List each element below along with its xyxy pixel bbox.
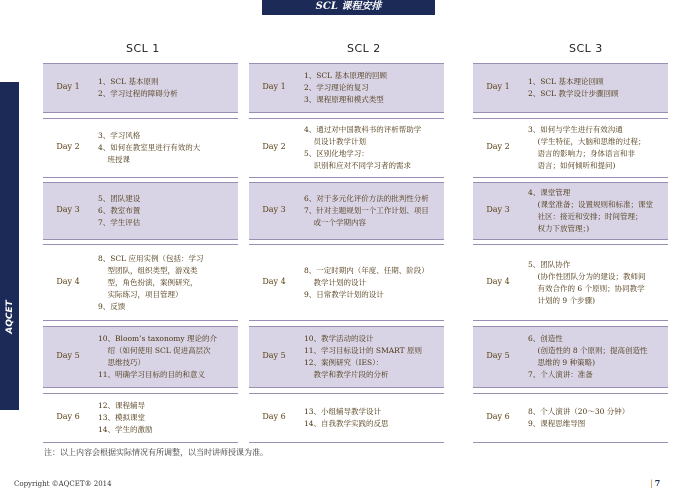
- day-label: Day 3: [486, 205, 510, 214]
- day-label: Day 2: [262, 142, 286, 151]
- item-line: 4、课堂管理: [528, 188, 571, 197]
- day-row: [473, 182, 668, 240]
- item-line: 12、案例研究（IES）：: [304, 358, 384, 367]
- item-line: 6、创造性: [528, 334, 563, 343]
- day-label: Day 6: [486, 412, 510, 421]
- day-label: Day 5: [56, 351, 80, 360]
- day-items: [304, 70, 440, 106]
- day-label: Day 3: [262, 205, 286, 214]
- item-line: 14、自我教学实践的反思: [304, 419, 389, 428]
- day-row: [249, 393, 444, 443]
- day-label: Day 4: [486, 276, 510, 286]
- day-row: [249, 244, 444, 321]
- day-row: [473, 244, 668, 321]
- item-line: 4、通过对中国教科书的评析帮助学: [304, 125, 422, 134]
- column-heading: SCL 1: [126, 42, 160, 55]
- item-line: 10、教学活动的设计: [304, 334, 374, 343]
- item-line: 型，角色扮演，案例研究，: [98, 277, 198, 287]
- item-line: 教学计划的设计: [304, 277, 367, 287]
- item-line: 语言的影响力；身体语言和非: [528, 149, 636, 158]
- item-line: 3、学习风格: [98, 131, 141, 140]
- item-line: (协作性团队分为的建设；教师间: [528, 271, 646, 281]
- item-line: 型团队，组织类型，游戏类: [98, 265, 198, 275]
- day-row: [249, 118, 444, 178]
- day-items: [98, 130, 234, 166]
- item-line: 14、学生的激励: [98, 425, 153, 434]
- column-heading: SCL 3: [569, 42, 603, 55]
- day-items: [528, 187, 664, 235]
- item-line: 9、课程思维导图: [528, 419, 586, 428]
- column-heading: SCL 2: [347, 42, 381, 55]
- item-line: 思维的 9 种策略): [528, 358, 596, 367]
- item-line: 实际练习，项目管理）: [98, 289, 183, 299]
- day-items: [304, 193, 440, 229]
- item-line: 9、日常教学计划的设计: [304, 289, 384, 299]
- day-items: [304, 333, 440, 381]
- day-row: [473, 63, 668, 113]
- item-line: 1、SCL 基本原理的回顾: [304, 71, 388, 80]
- item-line: 计划的 9 个步骤): [528, 295, 596, 305]
- day-row: [249, 182, 444, 240]
- day-label: Day 2: [486, 142, 510, 151]
- day-row: [43, 326, 238, 388]
- item-line: 或一个学期内容: [304, 218, 367, 227]
- item-line: 4、如何在教室里进行有效的大: [98, 143, 201, 152]
- day-label: Day 6: [262, 412, 286, 421]
- day-label: Day 1: [56, 82, 80, 91]
- day-label: Day 5: [486, 351, 510, 360]
- item-line: 1、SCL 基本原则: [98, 77, 159, 86]
- item-line: 2、学习理论的复习: [304, 83, 369, 92]
- day-row: [473, 393, 668, 443]
- day-label: Day 4: [262, 276, 286, 286]
- day-row: [43, 182, 238, 240]
- item-line: 13、模拟课堂: [98, 413, 146, 422]
- item-line: 思维技巧）: [98, 358, 146, 367]
- day-label: Day 6: [56, 412, 80, 421]
- item-line: 语言；如何倾听和提问): [528, 161, 616, 170]
- day-items: [528, 76, 664, 100]
- item-line: 6、对于多元化评价方法的批判性分析: [304, 194, 429, 203]
- day-row: [473, 118, 668, 178]
- side-label: AQCET: [5, 300, 15, 334]
- item-line: 8、一定时期内（年度、任期、阶段）: [304, 265, 429, 275]
- item-line: 绍（如何使用 SCL 促进高层次: [98, 346, 211, 355]
- item-line: 11、学习目标设计的 SMART 原则: [304, 346, 423, 355]
- day-row: [43, 118, 238, 178]
- day-label: Day 1: [486, 82, 510, 91]
- item-line: 3、如何与学生进行有效沟通: [528, 125, 623, 134]
- item-line: 3、课程原理和模式类型: [304, 95, 384, 104]
- day-label: Day 2: [56, 142, 80, 151]
- day-items: [98, 400, 234, 436]
- day-row: [43, 393, 238, 443]
- item-line: 12、课程辅导: [98, 401, 146, 410]
- item-line: 1、SCL 基本理论回顾: [528, 77, 604, 86]
- item-line: 班授课: [98, 155, 131, 164]
- day-row: [43, 63, 238, 113]
- item-line: 员设计教学计划: [304, 137, 367, 146]
- page-number: | 7: [650, 478, 661, 488]
- item-line: 7、学生评估: [98, 218, 141, 227]
- page-title: SCL 课程安排: [262, 0, 435, 15]
- day-items: [528, 124, 664, 172]
- item-line: 7、个人演讲：准备: [528, 370, 593, 379]
- day-row: [249, 326, 444, 388]
- item-line: (课堂准备；设置规则和标准；课堂: [528, 200, 653, 209]
- day-row: [473, 326, 668, 388]
- day-label: Day 1: [262, 82, 286, 91]
- day-items: [304, 124, 440, 172]
- day-label: Day 4: [56, 276, 80, 286]
- item-line: 教学和教学片段的分析: [304, 370, 389, 379]
- day-row: [43, 244, 238, 321]
- item-line: 10、Bloom’s taxonomy 理论的介: [98, 334, 218, 343]
- item-line: 9、反馈: [98, 301, 126, 311]
- item-line: 6、教室布置: [98, 206, 141, 215]
- item-line: 社区：接近和安排；时间管理；: [528, 212, 643, 221]
- item-line: 权力下放管理；): [528, 224, 590, 233]
- day-items: [528, 259, 664, 307]
- item-line: (学生特征，大脑和思维的过程；: [528, 137, 646, 146]
- day-items: [98, 253, 234, 313]
- day-items: [528, 406, 664, 430]
- item-line: (创造性的 8 个原则；提高创造性: [528, 346, 648, 355]
- day-row: [249, 63, 444, 113]
- item-line: 8、个人演讲（20～30 分钟）: [528, 407, 630, 416]
- footnote: 注：以上内容会根据实际情况有所调整，以当时讲师授课为准。: [44, 448, 268, 457]
- item-line: 5、区别化地学习：: [304, 149, 369, 158]
- item-line: 13、小组辅导教学设计: [304, 407, 382, 416]
- day-items: [304, 265, 440, 301]
- day-items: [528, 333, 664, 381]
- item-line: 2、学习过程的障碍分析: [98, 89, 178, 98]
- item-line: 5、团队协作: [528, 259, 571, 269]
- item-line: 8、SCL 应用实例（包括：学习: [98, 253, 204, 263]
- item-line: 识别和应对不同学习者的需求: [304, 161, 412, 170]
- day-items: [98, 333, 234, 381]
- day-label: Day 3: [56, 205, 80, 214]
- day-items: [98, 193, 234, 229]
- copyright: Copyright ©AQCET® 2014: [14, 480, 112, 488]
- day-items: [304, 406, 440, 430]
- day-items: [98, 76, 234, 100]
- item-line: 11、明确学习目标的目的和意义: [98, 370, 206, 379]
- item-line: 5、团队建设: [98, 194, 141, 203]
- item-line: 有效合作的 6 个原则；协同教学: [528, 283, 645, 293]
- item-line: 7、针对主题规划一个工作计划、项目: [304, 206, 429, 215]
- side-bar: [0, 82, 19, 410]
- day-label: Day 5: [262, 351, 286, 360]
- item-line: 2、SCL 教学设计步骤回顾: [528, 89, 619, 98]
